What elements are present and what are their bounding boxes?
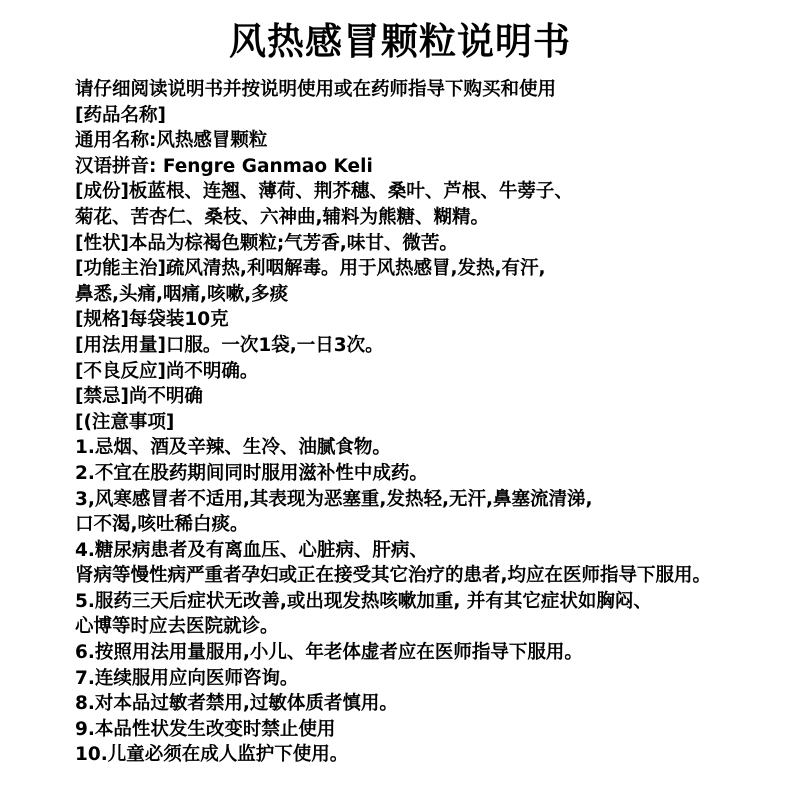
text-line-generic-name: 通用名称:风热感冒颗粒 bbox=[75, 130, 268, 152]
text-line-dosage: [用法用量]口服。一次1袋,一日3次。 bbox=[75, 334, 384, 356]
precaution-item-8: 8.对本品过敏者禁用,过敏体质者慎用。 bbox=[75, 693, 398, 715]
precaution-item-1: 1.忌烟、酒及辛辣、生冷、油腻食物。 bbox=[75, 437, 391, 459]
precaution-item-7: 7.连续服用应向医师咨询。 bbox=[75, 667, 299, 689]
text-line-contraindications: [禁忌]尚不明确 bbox=[75, 386, 203, 408]
text-line-intro: 请仔细阅读说明书并按说明使用或在药师指导下购买和使用 bbox=[75, 79, 557, 100]
precaution-item-6: 6.按照用法用量服用,小儿、年老体虚者应在医师指导下服用。 bbox=[75, 642, 583, 664]
precaution-item-10: 10.儿童必须在成人监护下使用。 bbox=[75, 744, 349, 766]
precaution-item-5: 5.服药三天后症状无改善,或出现发热咳嗽加重, 并有其它症状如胸闷、 bbox=[75, 590, 652, 612]
text-line-indications: [功能主治]疏风清热,利咽解毒。用于风热感冒,发热,有汗, bbox=[75, 258, 546, 280]
precaution-item-4: 4.糖尿病患者及有离血压、心脏病、肝病、 bbox=[75, 539, 428, 561]
section-heading-drug-name: [药品名称] bbox=[75, 104, 166, 126]
precaution-item-3: 3,风寒感冒者不适用,其表现为恶塞重,发热轻,无汗,鼻塞流清涕, bbox=[75, 488, 593, 510]
section-heading-precautions: [(注意事项] bbox=[75, 411, 175, 433]
precaution-item-2: 2.不宜在股药期间同时服用滋补性中成药。 bbox=[75, 462, 428, 484]
text-line-ingredients-cont: 菊花、苦杏仁、桑枝、六神曲,辅料为熊糖、糊精。 bbox=[75, 206, 490, 228]
precaution-item-9: 9.本品性状发生改变时禁止使用 bbox=[75, 718, 336, 740]
precaution-item-5-cont: 心博等时应去医院就诊。 bbox=[75, 616, 279, 638]
text-line-ingredients: [成份]板蓝根、连翘、薄荷、荆芥穗、桑叶、芦根、牛蒡子、 bbox=[75, 181, 573, 203]
precaution-item-4-cont: 肾病等慢性病严重者孕妇或正在接受其它治疗的患者,均应在医师指导下服用。 bbox=[75, 565, 712, 587]
text-line-properties: [性状]本品为棕褐色颗粒;气芳香,味甘、微苦。 bbox=[75, 232, 458, 254]
text-line-pinyin: 汉语拼音: Fengre Ganmao Keli bbox=[75, 155, 373, 177]
precaution-item-3-cont: 口不渴,咳吐稀白痰。 bbox=[75, 514, 249, 536]
text-line-indications-cont: 鼻悉,头痛,咽痛,咳嗽,多痰 bbox=[75, 283, 289, 305]
document-title: 风热感冒颗粒说明书 bbox=[229, 20, 571, 63]
text-line-adverse-reactions: [不良反应]尚不明确。 bbox=[75, 360, 259, 382]
text-line-specification: [规格]每袋装10克 bbox=[75, 309, 229, 331]
document-body bbox=[75, 77, 795, 768]
